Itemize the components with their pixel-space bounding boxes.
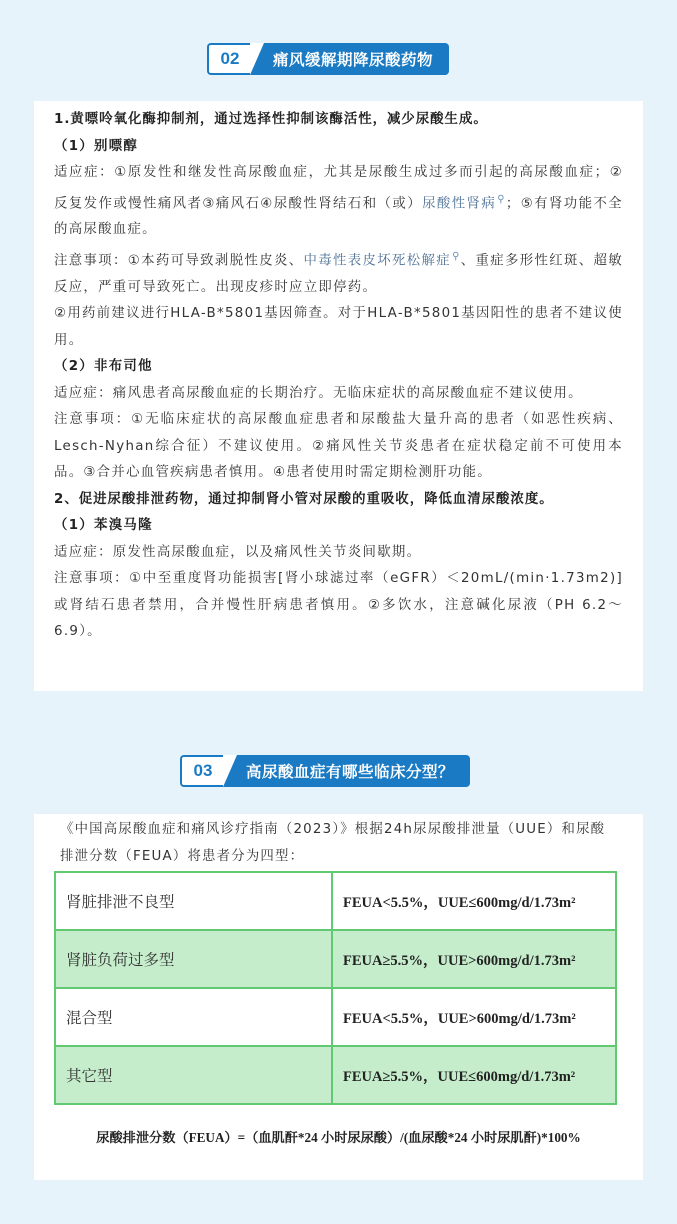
search-icon[interactable]: ⚲ — [452, 250, 461, 262]
link-uric-acid-nephropathy[interactable]: 尿酸性肾病 — [422, 195, 497, 211]
precautions-benzbromarone: 注意事项：①中至重度肾功能损害[肾小球滤过率（eGFR）＜20mL/(min·1.73m2)]或肾结石患者禁用，合并慢性肝病患者慎用。②多饮水，注意碱化尿液（PH 6.2～6.9）。 — [54, 571, 623, 640]
text: 、重症多形性红斑、超敏反应，严重可导致死亡。出现皮疹时应立即停药。 — [54, 253, 624, 295]
section-header-02 — [207, 43, 449, 75]
type-cell: 肾脏排泄不良型 — [55, 872, 332, 930]
table-row — [55, 1046, 616, 1104]
classification-card — [34, 814, 643, 1180]
subheading-benzbromarone: （1）苯溴马隆 — [54, 518, 153, 534]
precautions-febuxostat: 注意事项：①无临床症状的高尿酸血症患者和尿酸盐大量升高的患者（如恶性疾病、Lesch-Nyhan综合征）不建议使用。②痛风性关节炎患者在症状稳定前不可使用本品。③合并心血管疾病患者慎用。④患者使用时需定期检测肝功能。 — [54, 412, 623, 481]
precautions-allopurinol — [54, 244, 623, 301]
indications-febuxostat: 适应症：痛风患者高尿酸血症的长期治疗。无临床症状的高尿酸血症不建议使用。 — [54, 385, 583, 401]
classification-table — [54, 871, 617, 1105]
subheading-febuxostat: （2）非布司他 — [54, 359, 153, 375]
criteria-cell: FEUA≥5.5%，UUE>600mg/d/1.73m² — [332, 930, 616, 988]
heading-xanthine-oxidase: 1.黄嘌呤氧化酶抑制剂，通过选择性抑制该酶活性，减少尿酸生成。 — [54, 112, 488, 127]
text: 适应症：①原发性和继发性高尿酸血症，尤其是尿酸生成过多而引起的高尿酸血症；②反复发作或慢性痛风者③痛风石④尿酸性肾结石和（或） — [54, 165, 623, 211]
indications-benzbromarone: 适应症：原发性高尿酸血症，以及痛风性关节炎间歇期。 — [54, 544, 422, 560]
feua-formula: 尿酸排泄分数（FEUA）=（血肌酐*24 小时尿尿酸）/(血尿酸*24 小时尿肌酐)*100% — [96, 1130, 581, 1145]
section-header-03 — [180, 755, 470, 787]
text: 注意事项：①本药可导致剥脱性皮炎、 — [54, 253, 304, 269]
section-number: 03 — [180, 755, 224, 787]
classification-intro: 《中国高尿酸血症和痛风诊疗指南（2023）》根据24h尿尿酸排泄量（UUE）和尿酸排泄分数（FEUA）将患者分为四型： — [60, 822, 606, 864]
text: ；⑤有肾功能不全的高尿酸血症。 — [54, 195, 623, 238]
heading-uricosuric: 2、促进尿酸排泄药物，通过抑制肾小管对尿酸的重吸收，降低血清尿酸浓度。 — [54, 491, 554, 507]
drug-info-card — [34, 101, 643, 691]
table-row — [55, 930, 616, 988]
criteria-cell: FEUA<5.5%，UUE≤600mg/d/1.73m² — [332, 872, 616, 930]
subheading-allopurinol: （1）别嘌醇 — [54, 138, 139, 154]
section-title: 痛风缓解期降尿酸药物 — [251, 43, 449, 75]
hla-screening-note: ②用药前建议进行HLA-B*5801基因筛查。对于HLA-B*5801基因阳性的患者不建议使用。 — [54, 306, 623, 348]
criteria-cell: FEUA<5.5%，UUE>600mg/d/1.73m² — [332, 988, 616, 1046]
table-row — [55, 988, 616, 1046]
section-title: 高尿酸血症有哪些临床分型？ — [224, 755, 470, 787]
link-ten[interactable]: 中毒性表皮坏死松解症 — [303, 253, 452, 269]
search-icon[interactable]: ⚲ — [497, 193, 506, 205]
table-row — [55, 872, 616, 930]
type-cell: 混合型 — [55, 988, 332, 1046]
type-cell: 其它型 — [55, 1046, 332, 1104]
section-number: 02 — [207, 43, 251, 75]
type-cell: 肾脏负荷过多型 — [55, 930, 332, 988]
criteria-cell: FEUA≥5.5%，UUE≤600mg/d/1.73m² — [332, 1046, 616, 1104]
indications-allopurinol — [54, 160, 623, 244]
